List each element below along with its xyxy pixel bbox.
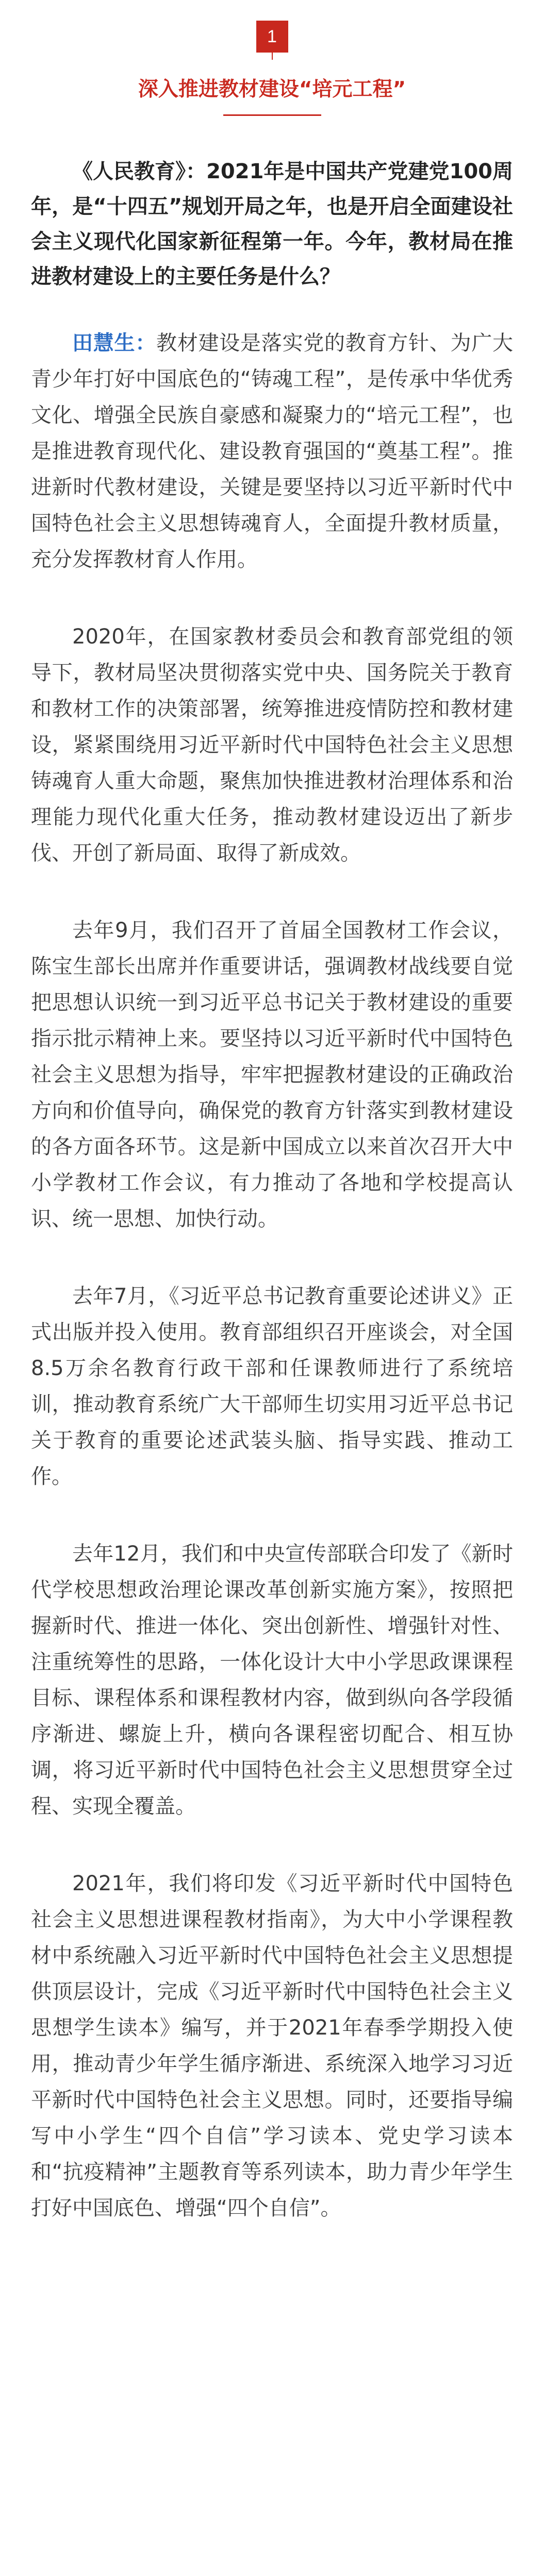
answer-paragraph: 去年12月，我们和中央宣传部联合印发了《新时代学校思想政治理论课改革创新实施方案》，按照把握新时代、推进一体化、突出创新性、增强针对性、注重统筹性的思路，一体化设计大中小学思政课课程目标、课程体系和课程教材内容，做到纵向各学段循序渐进、螺旋上升，横向各课程密切配合、相互协调，将习近平新时代中国特色社会主义思想贯穿全过程、实现全覆盖。 — [31, 1542, 513, 1818]
answer-paragraph: 2020年，在国家教材委员会和教育部党组的领导下，教材局坚决贯彻落实党中央、国务院关于教育和教材工作的决策部署，统筹推进疫情防控和教材建设，紧紧围绕用习近平新时代中国特色社会主义思想铸魂育人重大命题，聚焦加快推进教材治理体系和治理能力现代化重大任务，推动教材建设迈出了新步伐、开创了新局面、取得了新成效。 — [31, 625, 513, 865]
interview-answer — [31, 325, 513, 2226]
interview-question: 《人民教育》：2021年是中国共产党建党100周年，是“十四五”规划开局之年，也是开启全面建设社会主义现代化国家新征程第一年。今年，教材局在推进教材建设上的主要任务是什么？ — [31, 160, 513, 289]
speaker-name: 田慧生： — [72, 331, 156, 355]
answer-paragraph: 去年9月，我们召开了首届全国教材工作会议，陈宝生部长出席并作重要讲话，强调教材战线要自觉把思想认识统一到习近平总书记关于教材建设的重要指示批示精神上来。要坚持以习近平新时代中国特色社会主义思想为指导，牢牢把握教材建设的正确政治方向和价值导向，确保党的教育方针落实到教材建设的各方面各环节。这是新中国成立以来首次召开大中小学教材工作会议，有力推动了各地和学校提高认识、统一思想、加快行动。 — [31, 919, 513, 1231]
section-title: 深入推进教材建设“培元工程” — [138, 78, 406, 101]
answer-first-text: 教材建设是落实党的教育方针、为广大青少年打好中国底色的“铸魂工程”，是传承中华优秀文化、增强全民族自豪感和凝聚力的“培元工程”，也是推进教育现代化、建设教育强国的“奠基工程”。推进新时代教材建设，关键是要坚持以习近平新时代中国特色社会主义思想铸魂育人，全面提升教材质量，充分发挥教材育人作用。 — [31, 331, 513, 571]
answer-paragraph: 2021年，我们将印发《习近平新时代中国特色社会主义思想进课程教材指南》，为大中小学课程教材中系统融入习近平新时代中国特色社会主义思想提供顶层设计，完成《习近平新时代中国特色社会主义思想学生读本》编写，并于2021年春季学期投入使用，推动青少年学生循序渐进、系统深入地学习习近平新时代中国特色社会主义思想。同时，还要指导编写中小学生“四个自信”学习读本、党史学习读本和“抗疫精神”主题教育等系列读本，助力青少年学生打好中国底色、增强“四个自信”。 — [31, 1872, 513, 2220]
answer-paragraph-first — [31, 325, 513, 578]
title-underline — [223, 114, 321, 116]
section-number-badge: 1 — [256, 21, 288, 53]
answer-paragraph: 去年7月，《习近平总书记教育重要论述讲义》正式出版并投入使用。教育部组织召开座谈会，对全国8.5万余名教育行政干部和任课教师进行了系统培训，推动教育系统广大干部师生切实用习近平总书记关于教育的重要论述武装头脑、指导实践、推动工作。 — [31, 1284, 513, 1488]
badge-connector-line — [272, 53, 273, 60]
